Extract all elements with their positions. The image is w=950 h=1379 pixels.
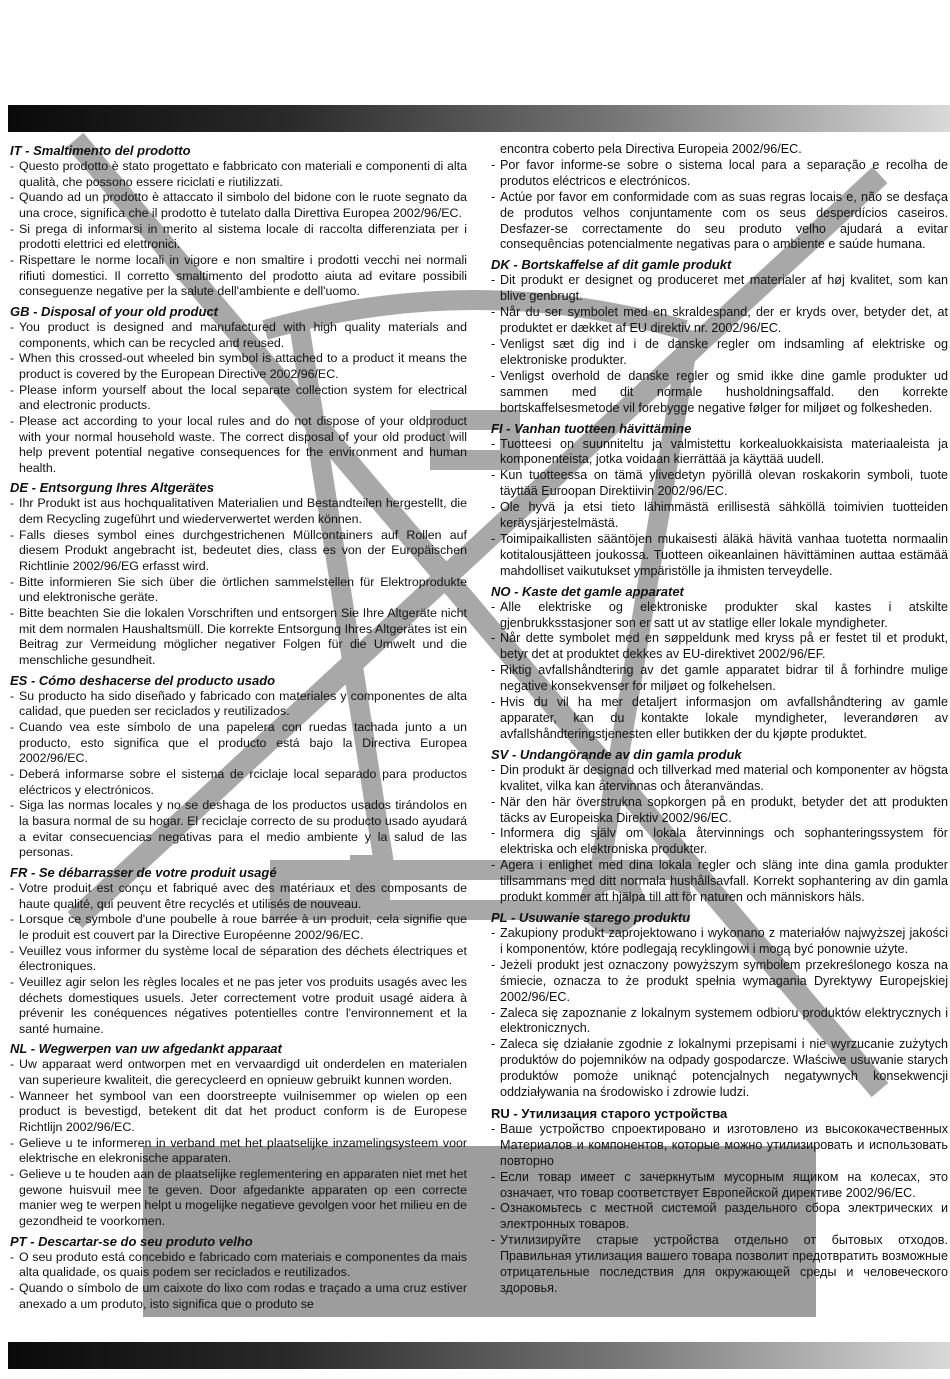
sv-item: - Din produkt är designad och tillverkad med material och komponenter av högsta kvalitet, vilka kan återvinnas och återanvändas. bbox=[491, 763, 948, 795]
sv-item: - När den här överstrukna sopkorgen på en produkt, betyder det att produkten täcks av Europeiska Direktiv 2002/96/EC. bbox=[491, 795, 948, 827]
sv-item: - Informera dig själv om lokala återvinnings och sophanteringssystem för elektriska och elektroniska produkter. bbox=[491, 826, 948, 858]
dk-item: - Når du ser symbolet med en skraldespand, der er kryds over, betyder det, at produktet er dækket af EU direktiv nr. 2002/96/EC. bbox=[491, 305, 948, 337]
it-item: - Si prega di informarsi in merito al sistema locale di raccolta differenziata per i prodotti elettrici ed elettronici. bbox=[10, 222, 467, 253]
pt-item: - Actúe por favor em conformidade com as suas regras locais e, não se desfaça de produtos velhos conjuntamente com os seus desperdícios caseiros. Desfazer-se correctamente do seu produto velho ajudará a evitar consequências potencialmente negativas para o ambiente e saúde humana. bbox=[491, 190, 948, 254]
pl-item-list bbox=[491, 926, 948, 1101]
de-section bbox=[10, 479, 467, 668]
sv-item: - Agera i enlighet med dina lokala regler och släng inte dina gamla produkter tillsammans med ditt normala hushållsavfall. Korrekt sophantering av din gamla produkt kommer att hjälpa till att för naturen och människors häls. bbox=[491, 858, 948, 906]
fi-item: - Toimipaikallisten sääntöjen mukaisesti äläkä hävitä vanhaa tuotetta normaalin kotitalousjätteen joukossa. Tuotteen oikeanlainen hävittäminen auttaa estämää mahdolliset vaikutukset ympäristölle ja ihmisten terveydelle. bbox=[491, 532, 948, 580]
fr-item: - Veuillez agir selon les règles locales et ne pas jeter vos produits usagés avec les déchets domestiques usuels. Jeter correctement votre produit usagé aidera à prévenir les conéquences négatives potentielles contre l'environnement et la santé humaine. bbox=[10, 975, 467, 1038]
es-item: - Cuando vea este símbolo de una papelera con ruedas tachada junto a un producto, esto significa que el producto está bajo la Directiva Europea 2002/96/EC. bbox=[10, 720, 467, 767]
de-item: - Bitte informieren Sie sich über die örtlichen sammelstellen für Elektroprodukte und elektronische geräte. bbox=[10, 575, 467, 606]
fr-item-list bbox=[10, 881, 467, 1038]
de-item: - Ihr Produkt ist aus hochqualitativen Materialien und Bestandteilen hergestellt, die dem Recycling zugeführt und wiederverwertet werden können. bbox=[10, 496, 467, 527]
fr-section bbox=[10, 864, 467, 1038]
nl-item: - Uw apparaat werd ontworpen met en vervaardigd uit onderdelen en materialen van superieure kwaliteit, die gerecycleerd en opnieuw gebruikt kunnen worden. bbox=[10, 1057, 467, 1088]
nl-item: - Wanneer het symbool van een doorstreepte vuilnisemmer op wielen op een product is bevestigd, betekent dit dat het product conform is de Europese Richtlijn 2002/96/EC. bbox=[10, 1089, 467, 1136]
gb-item: - When this crossed-out wheeled bin symbol is attached to a product it means the product is covered by the European Directive 2002/96/EC. bbox=[10, 351, 467, 382]
fr-item: - Votre produit est conçu et fabriqué avec des matériaux et des composants de haute qualité, qui peuvent être recyclés et utilisés de nouveau. bbox=[10, 881, 467, 912]
fi-item: - Ole hyvä ja etsi tieto lähimmästä erillisestä sähköllä toimivien tuotteiden keräysjärjestelmästä. bbox=[491, 500, 948, 532]
de-item-list bbox=[10, 496, 467, 668]
it-item: - Questo prodotto è stato progettato e fabbricato con materiali e componenti di alta qualità, che possono essere riciclati e riutilizzati. bbox=[10, 159, 467, 190]
fr-item: - Veuillez vous informer du système local de séparation des déchets électriques et électroniques. bbox=[10, 944, 467, 975]
pl-item: - Zakupiony produkt zaprojektowano i wykonano z materiałów najwyższej jakości i komponentów, które podlegają recyklingowi i mogą być ponownie użyte. bbox=[491, 926, 948, 958]
sv-item-list bbox=[491, 763, 948, 906]
dk-section-title: DK - Bortskaffelse af dit gamle produkt bbox=[491, 257, 732, 273]
ru-item-list bbox=[491, 1122, 948, 1297]
no-item: - Alle elektriske og elektroniske produkter skal kastes i atskilte gjenbrukksstasjoner son er satt ut av statlige eller lokale myndigheter. bbox=[491, 600, 948, 632]
right-sections bbox=[491, 256, 948, 1297]
ru-item: - Ваше устройство спроектировано и изготовлено из высококачественных Материалов и компонентов, которые можно утилизировать и использовать повторно bbox=[491, 1122, 948, 1170]
gb-item: - Please inform yourself about the local separate collection system for electrical and electronic products. bbox=[10, 383, 467, 414]
gb-item: - You product is designed and manufactured with high quality materials and components, which can be recycled and reused. bbox=[10, 320, 467, 351]
es-item: - Deberá informarse sobre el sistema de rciclaje local separado para productos eléctricos y electrónicos. bbox=[10, 767, 467, 798]
es-section-title: ES - Cómo deshacerse del producto usado bbox=[10, 672, 276, 688]
no-section-title: NO - Kaste det gamle apparatet bbox=[491, 583, 684, 599]
nl-item-list bbox=[10, 1057, 467, 1229]
pl-item: - Jeżeli produkt jest oznaczony powyższym symbolem przekreślonego kosza na śmiecie, oznacza to że produkt spełnia wymagania Dyrektywy Europejskiej 2002/96/EC. bbox=[491, 958, 948, 1006]
fi-item-list bbox=[491, 437, 948, 580]
pl-section bbox=[491, 909, 948, 1101]
gb-item-list bbox=[10, 320, 467, 477]
pt-continuation bbox=[491, 142, 948, 253]
no-item: - Riktig avfallshåndtering av det gamle apparatet bidrar til å forhindre mulige negative konsekvenser for miljøet og folkehelsen. bbox=[491, 663, 948, 695]
dk-item: - Venligst sæt dig ind i de danske regler om indsamling af elektriske og elektroniske produkter. bbox=[491, 337, 948, 369]
it-item: - Rispettare le norme locali in vigore e non smaltire i prodotti vecchi nei normali rifiuti domestici. Il corretto smaltimento del prodotto aiuta ad evitare possibili conseguenze negative per la salute dell'ambiente e dell'uomo. bbox=[10, 253, 467, 300]
nl-item: - Gelieve u te informeren in verband met het plaatselijke inzamelingsysteem voor elektrische en elekronische apparaten. bbox=[10, 1136, 467, 1167]
nl-item: - Gelieve u te houden aan de plaatselijke reglementering en apparaten niet met het gewone huisvuil mee te geven. Door afgedankte apparaten op een correcte manier weg te werpen helpt u mogelijke negatieve gevolgen voor het milieu en de gezondheid te voorkomen. bbox=[10, 1167, 467, 1230]
pt-continuation-text: encontra coberto pela Directiva Europeia 2002/96/EC. bbox=[500, 142, 802, 156]
sv-section bbox=[491, 746, 948, 906]
de-item: - Falls dieses symbol eines durchgestrichenen Müllcontainers auf Rollen auf diesem Produkt angebracht ist, bedeutet dies, class es von der Europäischen Richtlinie 2002/96/EG erfasst wird. bbox=[10, 528, 467, 575]
left-column bbox=[10, 142, 467, 1315]
it-section-title: IT - Smaltimento del prodotto bbox=[10, 143, 191, 158]
pt-item: - Quando o símbolo de um caixote do lixo com rodas e traçado a uma cruz estiver anexado a um produto, isto significa que o produto se bbox=[10, 1281, 467, 1312]
pt-section bbox=[10, 1233, 467, 1313]
dk-item: - Dit produkt er designet og produceret met materialer af høj kvalitet, som kan blive genbrugt. bbox=[491, 273, 948, 305]
pt-continuation-list bbox=[491, 142, 948, 253]
fr-section-title: FR - Se débarrasser de votre produit usagé bbox=[10, 864, 277, 880]
pt-section-title: PT - Descartar-se do seu produto velho bbox=[10, 1233, 253, 1249]
fi-item: - Tuotteesi on suunniteltu ja valmistettu korkealuokkaisista materiaaleista ja komponenteista, jotka voidaan kierrättää ja käyttää uudell. bbox=[491, 437, 948, 469]
es-item: - Siga las normas locales y no se deshaga de los productos usados tirándolos en la basura normal de su hogar. El reciclaje correcto de su producto usado ayudará a evitar consecuencias negativas para el medio ambiente y la salud de las personas. bbox=[10, 798, 467, 861]
it-item-list bbox=[10, 159, 467, 300]
fi-section-title: FI - Vanhan tuotteen hävittämine bbox=[491, 420, 692, 436]
pl-item: - Zaleca się zapoznanie z lokalnym systemem odbioru produktów elektrycznych i elektronicznych. bbox=[491, 1006, 948, 1038]
dk-item: - Venligst overhold de danske regler og smid ikke dine gamle produkter ud sammen med dit normale husholdningsaffald. den korrekte bortskaffelsesmetode vil forebygge negative følger for miljøet og folkesheden. bbox=[491, 369, 948, 417]
fr-item: - Lorsque ce symbole d'une poubelle à roue barrée à un produit, cela signifie que le produit est couvert par la Directive Européenne 2002/96/EC. bbox=[10, 912, 467, 943]
gb-item: - Please act according to your local rules and do not dispose of your oldproduct with your normal household waste. The correct disposal of your old product will help prevent potential negative consequences for the environment and human health. bbox=[10, 414, 467, 477]
gb-section-title: GB - Disposal of your old product bbox=[10, 303, 218, 319]
it-section bbox=[10, 142, 467, 300]
fi-section bbox=[491, 420, 948, 580]
nl-section-title: NL - Wegwerpen van uw afgedankt apparaat bbox=[10, 1041, 282, 1057]
gb-section bbox=[10, 303, 467, 477]
es-item-list bbox=[10, 689, 467, 861]
dk-item-list bbox=[491, 273, 948, 416]
ru-section bbox=[491, 1105, 948, 1297]
ru-item: - Ознакомьтесь с местной системой раздельного сбора электрических и электронных товаров. bbox=[491, 1201, 948, 1233]
es-item: - Su producto ha sido diseñado y fabricado con materiales y componentes de alta calidad, que pueden ser reciclados y reutilizados. bbox=[10, 689, 467, 720]
nl-section bbox=[10, 1040, 467, 1229]
no-item-list bbox=[491, 600, 948, 743]
right-column bbox=[491, 142, 948, 1300]
de-section-title: DE - Entsorgung Ihres Altgerätes bbox=[10, 480, 214, 496]
pt-item: - O seu produto está concebido e fabricado com materiais e componentes da mais alta qualidade, os quais podem ser reciclados e reutilizados. bbox=[10, 1250, 467, 1281]
pl-item: - Zaleca się działanie zgodnie z lokalnymi przepisami i nie wyrzucanie zużytych produktów do pojemników na odpady gospodarcze. Właściwe usuwanie starych produktów pomoże uniknąć potencjalnych negatywnych konsekwencji oddziaływania na środowisko i zdrowie ludzi. bbox=[491, 1037, 948, 1101]
fi-item: - Kun tuotteessa on tämä ylivedetyn pyörillä olevan roskakorin symboli, tuote täyttää Euroopan Direktiivin 2002/96/EC. bbox=[491, 468, 948, 500]
no-section bbox=[491, 583, 948, 743]
pt-item: - Por favor informe-se sobre o sistema local para a separação e recolha de produtos eléctricos e electrónicos. bbox=[491, 158, 948, 190]
no-item: - Hvis du vil ha mer detaljert informasjon om avfallshåndtering av gamle apparater, kan du kontakte lokale myndigheter, leverandøren av avfallshåndteringstjenesten eller butikken der du kjøpte produktet. bbox=[491, 695, 948, 743]
ru-item: - Утилизируйте старые устройства отдельно от бытовых отходов. Правильная утилизация вашего товара позволит предотвратить возможные отрицательные последствия для окружающей среды и человеческого здоровья. bbox=[491, 1233, 948, 1297]
pt-item-list bbox=[10, 1250, 467, 1313]
pl-section-title: PL - Usuwanie starego produktu bbox=[491, 909, 691, 925]
ru-item: - Если товар имеет с зачеркнутым мусорным ящиком на колесах, это означает, что товар соответствует Европейской директиве 2002/96/EC. bbox=[491, 1170, 948, 1202]
es-section bbox=[10, 672, 467, 861]
dk-section bbox=[491, 256, 948, 416]
sv-section-title: SV - Undangörande av din gamla produk bbox=[491, 746, 742, 762]
ru-section-title: RU - Утилизация старого устройства bbox=[491, 1105, 728, 1121]
de-item: - Bitte beachten Sie die lokalen Vorschriften und entsorgen Sie Ihre Altgeräte nicht mit dem normalen Haushaltsmüll. Die korrekte Entsorgung Ihres Altgerätes ist ein Beitrag zur Vermeidung möglicher negativer Folgen für die Umwelt und die menschliche gesundheit. bbox=[10, 606, 467, 669]
no-item: - Når dette symbolet med en søppeldunk med kryss på er festet til et produkt, betyr det at produktet dekkes av EU-direktivet 2002/96/EF. bbox=[491, 631, 948, 663]
it-item: - Quando ad un prodotto è attaccato il simbolo del bidone con le ruote segnato da una croce, significa che il prodotto è tutelato dalla Direttiva Europea 2002/96/EC. bbox=[10, 190, 467, 221]
